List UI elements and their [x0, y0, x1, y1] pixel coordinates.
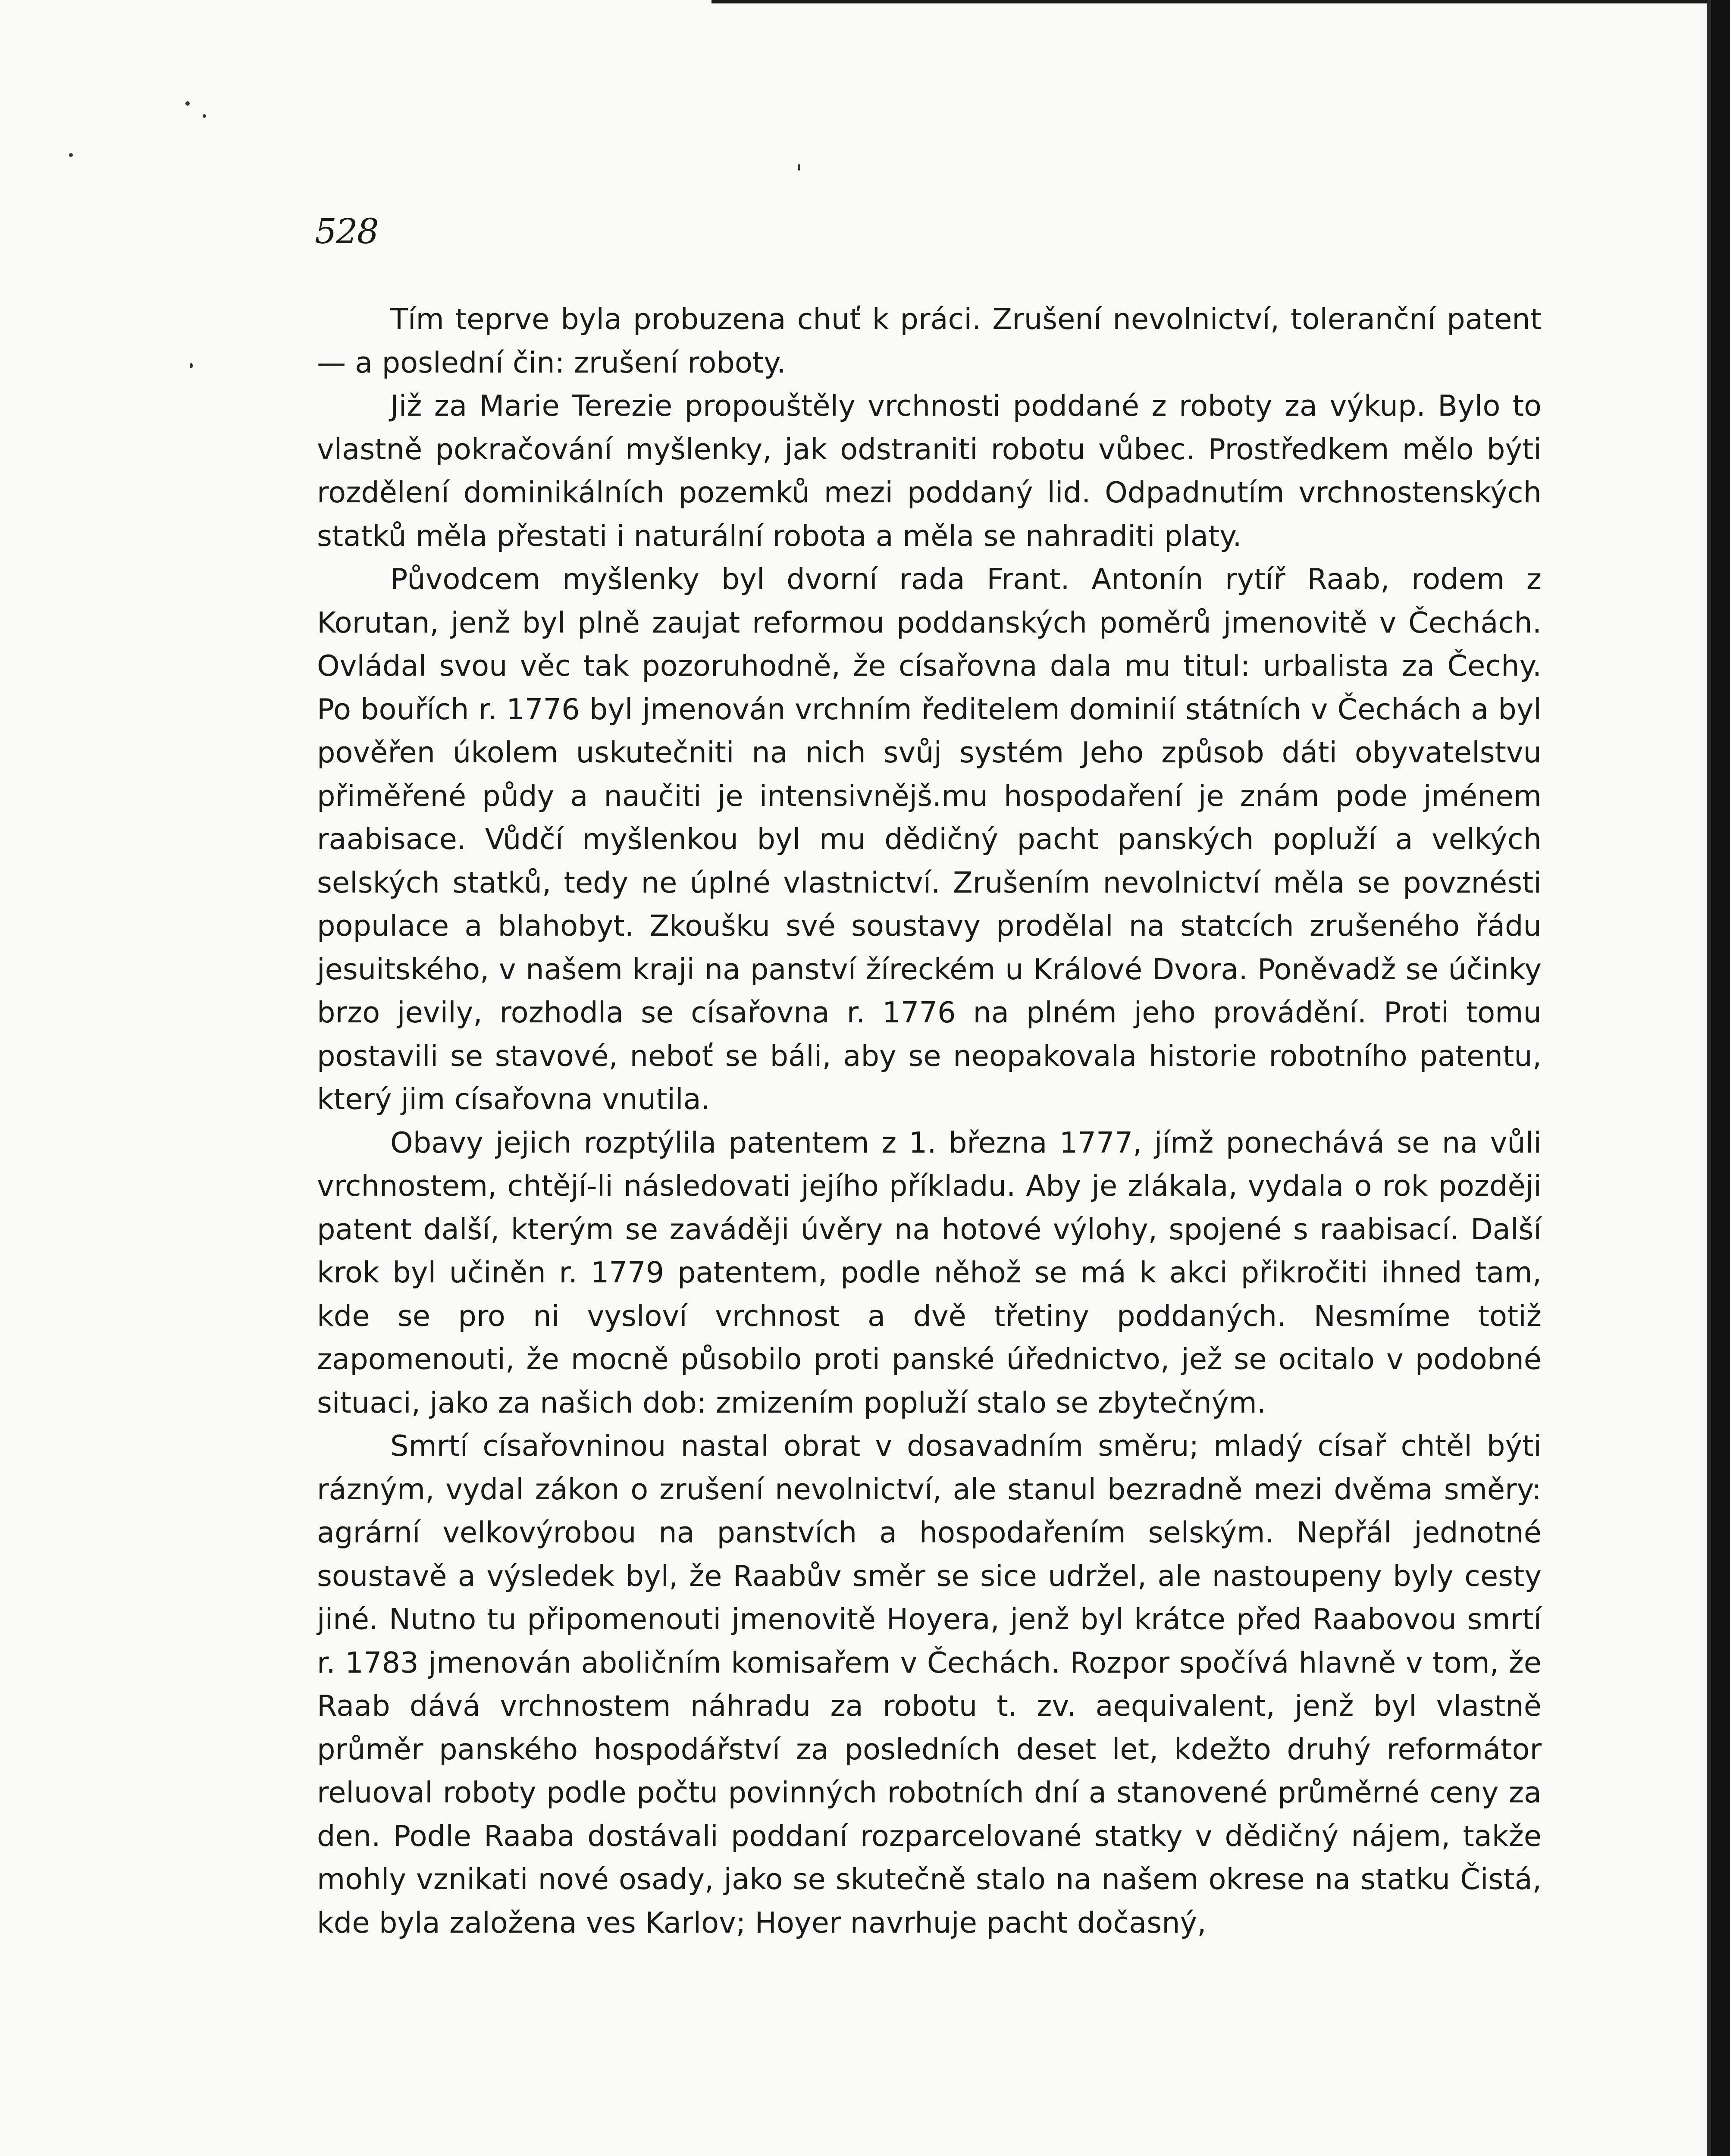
paragraph: Obavy jejich rozptýlila patentem z 1. března 1777, jímž ponechává se na vůli vrchnostem, chtějí-li následovati jejího příkladu. Aby je zlákala, vydala o rok později patent další, kterým se zaváději úvěry na hotové výlohy, spojené s raabisací. Další krok byl učiněn r. 1779 patentem, podle něhož se má k akci přikročiti ihned tam, kde se pro ni vysloví vrchnost a dvě třetiny poddaných. Nesmíme totiž zapomenouti, že mocně působilo proti panské úřednictvo, jež se ocitalo v podobné situaci, jako za našich dob: zmizením popluží stalo se zbytečným. — [317, 1125, 1542, 1420]
paragraph: Tím teprve byla probuzena chuť k práci. Zrušení nevolnictví, toleranční patent — a poslední čin: zrušení roboty. — [317, 302, 1542, 379]
dust-speck — [203, 114, 206, 118]
paragraph: Již za Marie Terezie propouštěly vrchnosti poddané z roboty za výkup. Bylo to vlastně pokračování myšlenky, jak odstraniti robotu vůbec. Prostředkem mělo býti rozdělení dominikálních pozemků mezi poddaný lid. Odpadnutím vrchnostenských statků měla přestati i naturální robota a měla se nahraditi platy. — [317, 389, 1542, 553]
dust-speck — [69, 153, 73, 157]
scan-border-top — [711, 0, 1708, 3]
dust-speck — [185, 101, 190, 106]
paragraph: Původcem myšlenky byl dvorní rada Frant. Antonín rytíř Raab, rodem z Korutan, jenž byl plně zaujat reformou poddanských poměrů jmenovitě v Čechách. Ovládal svou věc tak pozoruhodně, že císařovna dala mu titul: urbalista za Čechy. Po bouřích r. 1776 byl jmenován vrchním ředitelem dominií státních v Čechách a byl pověřen úkolem uskutečniti na nich svůj systém Jeho způsob dáti obyvatelstvu přiměřené půdy a naučiti je intensivnějš.mu hospodaření je znám pode jménem raabisace. Vůdčí myšlenkou byl mu dědičný pacht panských popluží a velkých selských statků, tedy ne úplné vlastnictví. Zrušením nevolnictví měla se povznésti populace a blahobyt. Zkoušku své soustavy prodělal na statcích zrušeného řádu jesuitského, v našem kraji na panství žíreckém u Králové Dvora. Poněvadž se účinky brzo jevily, rozhodla se císařovna r. 1776 na plném jeho provádění. Proti tomu postavili se stavové, neboť se báli, aby se neopakovala historie robotního patentu, který jim císařovna vnutila. — [317, 562, 1542, 1116]
body-text — [317, 298, 1542, 1944]
page-number: 528 — [315, 211, 378, 251]
scan-border-right-shadow — [1707, 0, 1711, 2156]
paragraph: Smrtí císařovninou nastal obrat v dosavadním směru; mladý císař chtěl býti rázným, vydal zákon o zrušení nevolnictví, ale stanul bezradně mezi dvěma směry: agrární velkovýrobou na panstvích a hospodařením selským. Nepřál jednotné soustavě a výsledek byl, že Raabův směr se sice udržel, ale nastoupeny byly cesty jiné. Nutno tu připomenouti jmenovitě Hoyera, jenž byl krátce před Raabovou smrtí r. 1783 jmenován aboličním komisařem v Čechách. Rozpor spočívá hlavně v tom, že Raab dává vrchnostem náhradu za robotu t. zv. aequivalent, jenž byl vlastně průměr panského hospodářství za posledních deset let, kdežto druhý reformátor reluoval roboty podle počtu povinných robotních dní a stanovené průměrné ceny za den. Podle Raaba dostávali poddaní rozparcelované statky v dědičný nájem, takže mohly vznikati nové osady, jako se skutečně stalo na našem okrese na statku Čistá, kde byla založena ves Karlov; Hoyer navrhuje pacht dočasný, — [317, 1429, 1542, 1940]
dust-speck — [190, 363, 193, 368]
dust-speck — [798, 164, 800, 171]
scan-border-right — [1711, 0, 1730, 2156]
